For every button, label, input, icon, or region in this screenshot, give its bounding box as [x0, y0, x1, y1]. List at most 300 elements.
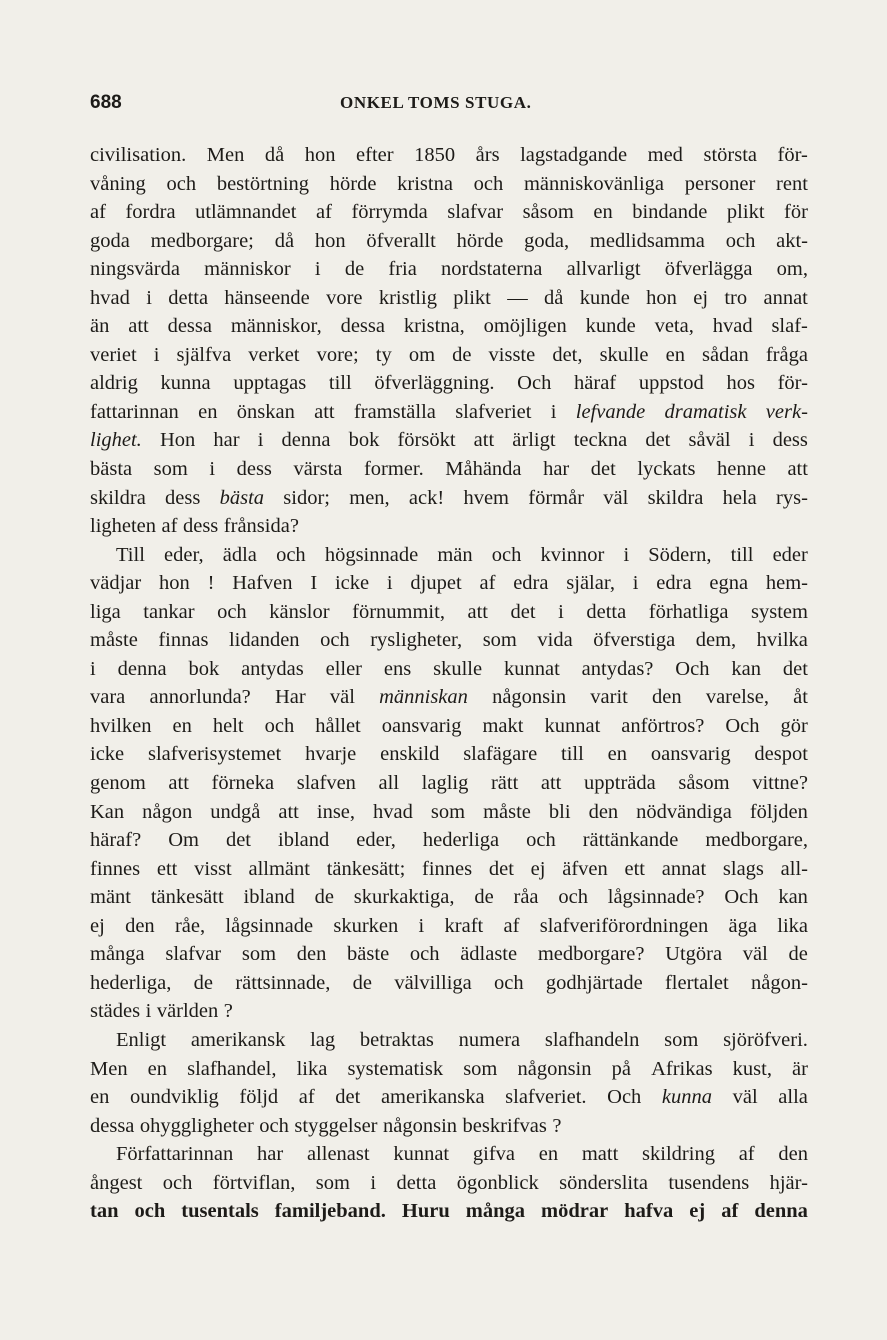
word: våning [90, 172, 146, 195]
word: en [665, 343, 685, 366]
text-line [90, 1112, 808, 1141]
word: och [162, 1171, 193, 1194]
word: tänkesätt [150, 886, 224, 909]
word: varit [590, 686, 628, 709]
word: af [161, 515, 178, 538]
word: såsom [522, 201, 574, 224]
word: hänseende [224, 286, 310, 309]
word: som [482, 629, 517, 652]
word: den [778, 1143, 808, 1166]
word: ibland [278, 829, 330, 852]
word: verket [248, 343, 300, 366]
word: i [418, 914, 425, 937]
word: ångest [90, 1171, 143, 1194]
word: har [543, 458, 570, 481]
word: Författarinnan [116, 1143, 234, 1166]
word: kust, [732, 1057, 772, 1080]
word: djupet [410, 572, 462, 595]
word: civilisation. [90, 144, 187, 166]
word: slafhandel, [187, 1057, 277, 1080]
text-line [90, 255, 808, 284]
word: väl [732, 1086, 758, 1109]
text-line [90, 798, 808, 827]
word: kunnat [544, 714, 601, 737]
word: af [721, 1200, 739, 1223]
word: detta [396, 1171, 437, 1194]
word: en [593, 201, 613, 224]
word: ? [552, 1114, 562, 1137]
word: bästa [90, 458, 133, 481]
word: dess [236, 458, 272, 481]
word: oansvarig [381, 714, 462, 737]
word: slafvar [165, 943, 222, 966]
word: hvilka [756, 629, 808, 652]
word: och [259, 1114, 289, 1137]
word: tankar [143, 600, 195, 623]
word: ej [689, 1200, 706, 1223]
word: rättänkande [582, 829, 679, 852]
word: att [168, 772, 189, 795]
word: bok [188, 657, 220, 680]
word: vädjar [90, 572, 142, 595]
word: kraft [444, 914, 484, 937]
word: medborgare, [705, 829, 808, 852]
word: icke [90, 743, 125, 766]
word: den [125, 914, 155, 937]
word: såväl [688, 429, 731, 452]
word: hos [726, 372, 755, 395]
word: gör [780, 714, 808, 737]
word: veta, [654, 315, 694, 338]
text-line [90, 541, 808, 570]
word: goda [90, 229, 130, 252]
word: henne [716, 458, 766, 481]
word: nödvändiga [636, 800, 732, 823]
word: och [558, 886, 588, 909]
word: medborgare? [537, 943, 645, 966]
word: kvinnor [540, 543, 605, 566]
word: dess [772, 429, 808, 452]
word: edra [656, 572, 692, 595]
word: Hon [159, 429, 196, 452]
text-line [90, 198, 808, 227]
word: hörde [329, 172, 377, 195]
word: hvad [90, 286, 130, 309]
text-line [90, 484, 808, 513]
word: då [544, 286, 564, 309]
word: genom [90, 772, 146, 795]
word: Kan [90, 800, 125, 823]
word: i [314, 258, 321, 281]
word: och [725, 229, 756, 252]
word: Och [675, 657, 710, 680]
word: all [378, 772, 400, 795]
word: i [550, 400, 557, 423]
word: flertalet [664, 971, 729, 994]
word: i [257, 429, 264, 452]
word: annat [763, 286, 808, 309]
word: och [166, 172, 197, 195]
word: veriet [90, 343, 137, 366]
word: tro [724, 286, 748, 309]
word: makt [482, 714, 524, 737]
word: Utgöra [665, 943, 723, 966]
word: eller [325, 657, 363, 680]
word: för- [777, 144, 808, 166]
word: ohyggligheter [139, 1114, 254, 1137]
word: i [386, 572, 393, 595]
word: denna [117, 657, 167, 680]
word: slafveriet. [505, 1086, 587, 1109]
text-line [90, 940, 808, 969]
word: ? [223, 1000, 233, 1023]
word: hafva [624, 1200, 674, 1223]
word: kunde [585, 315, 636, 338]
word: lidanden [228, 629, 300, 652]
word: fråga [765, 343, 808, 366]
word: kristna, [403, 315, 465, 338]
text-line [90, 455, 808, 484]
word: slafveriförordningen [539, 914, 709, 937]
word: människan [379, 686, 468, 709]
word: lyckats [637, 458, 696, 481]
word: lefvande [575, 400, 646, 423]
word: laglig [421, 772, 469, 795]
word: det [645, 429, 671, 452]
word: och [526, 829, 556, 852]
word: helt [212, 714, 244, 737]
word: i [623, 543, 630, 566]
word: slafhandeln [544, 1028, 640, 1051]
word: af [503, 914, 520, 937]
word: anförtros? [621, 714, 705, 737]
word: de [788, 943, 808, 966]
word: det [510, 600, 536, 623]
word: ens [383, 657, 412, 680]
word: dessa [90, 1114, 135, 1137]
word: och [217, 600, 247, 623]
word: akt- [776, 229, 808, 252]
word: som [430, 800, 466, 823]
word: hem- [765, 572, 808, 595]
word: Och [517, 372, 552, 395]
word: förneka [211, 772, 275, 795]
word: skildring [642, 1143, 715, 1166]
word: gifva [472, 1143, 515, 1166]
word: om, [776, 258, 808, 281]
word: det [590, 458, 616, 481]
word: som [664, 1028, 699, 1051]
word: Men [206, 144, 245, 166]
word: är [792, 1057, 808, 1080]
word: efter [356, 144, 394, 166]
word: Och [724, 886, 759, 909]
word: äga [728, 914, 757, 937]
word: rätt [490, 772, 519, 795]
word: Till [116, 543, 145, 566]
text-line [90, 341, 808, 370]
word: ibland [243, 886, 295, 909]
word: största [703, 144, 757, 166]
word: Har [274, 686, 306, 709]
word: kristlig [378, 286, 437, 309]
word: oundviklig [129, 1086, 219, 1109]
word: de [344, 258, 365, 281]
word: skulle [433, 657, 483, 680]
word: mödrar [541, 1200, 609, 1223]
word: den [652, 686, 682, 709]
word: att [540, 772, 562, 795]
word: att [473, 429, 495, 452]
word: plikt [453, 286, 491, 309]
word: ädlaste [460, 943, 518, 966]
word: väl [329, 686, 355, 709]
word: måste [90, 629, 138, 652]
word: mänt [90, 886, 131, 909]
word: då [274, 229, 295, 252]
word: själar, [566, 572, 615, 595]
word: hon [304, 144, 336, 166]
word: ett [156, 857, 178, 880]
word: en [198, 400, 218, 423]
word: fordra [125, 201, 176, 224]
word: själfva [176, 343, 232, 366]
word: bli [548, 800, 571, 823]
word: års [475, 144, 500, 166]
word: amerikanska [380, 1086, 485, 1109]
word: en [147, 1057, 168, 1080]
word: lagstadgande [520, 144, 628, 166]
word: dem, [695, 629, 737, 652]
text-line [90, 1140, 808, 1169]
word: lika [296, 1057, 328, 1080]
word: kan [731, 657, 761, 680]
word: ack! [408, 486, 445, 509]
word: öfverallt [366, 229, 436, 252]
text-line [90, 598, 808, 627]
word: väl [742, 943, 768, 966]
word: finnes [422, 857, 473, 880]
word: detta [168, 286, 209, 309]
word: på [611, 1057, 631, 1080]
word: välvilliga [394, 971, 472, 994]
word: — [507, 286, 528, 309]
text-line [90, 912, 808, 941]
word: som [153, 458, 188, 481]
word: visst [194, 857, 232, 880]
word: och [494, 971, 524, 994]
word: häraf [574, 372, 617, 395]
word: någon- [750, 971, 808, 994]
word: sådan [702, 343, 749, 366]
word: hederliga, [90, 971, 172, 994]
word: hjär- [769, 1171, 808, 1194]
word: dramatisk [664, 400, 747, 423]
word: all- [780, 857, 808, 880]
word: verk- [765, 400, 808, 423]
word: medlidsamma [589, 229, 705, 252]
word: många [465, 1200, 526, 1223]
word: styggelser [294, 1114, 378, 1137]
word: ej [530, 857, 546, 880]
word: som [315, 1171, 350, 1194]
word: att [278, 800, 299, 823]
word: egna [709, 572, 749, 595]
word: tan [90, 1200, 119, 1223]
word: försökt [397, 429, 456, 452]
word: slafveriet [455, 400, 532, 423]
word: I [310, 572, 318, 595]
word: kunna [661, 1086, 713, 1109]
word: tusentals [181, 1200, 259, 1223]
word: i [558, 600, 564, 623]
word: i [153, 343, 160, 366]
word: öfverläggning. [374, 372, 495, 395]
word: såsom [678, 772, 730, 795]
word: teckna [573, 429, 628, 452]
word: att [314, 400, 335, 423]
word: åt [793, 686, 808, 709]
word: personer [684, 172, 756, 195]
text-line [90, 626, 808, 655]
word: eder, [164, 543, 204, 566]
word: högsinnade [324, 543, 419, 566]
word: lågsinnade [225, 914, 314, 937]
word: människor, [230, 315, 322, 338]
word: i [209, 458, 216, 481]
word: öfverstiga [593, 629, 676, 652]
page-header [90, 92, 808, 122]
word: råa [513, 886, 539, 909]
word: råe, [174, 914, 206, 937]
word: och [276, 543, 306, 566]
word: människovänliga [523, 172, 665, 195]
word: häraf? [90, 829, 142, 852]
text-line [90, 170, 808, 199]
word: frånsida? [223, 515, 299, 538]
word: öfverlägga [664, 258, 753, 281]
word: i [146, 286, 152, 309]
word: att [128, 315, 149, 338]
word: män [437, 543, 473, 566]
word: slafvar [447, 201, 504, 224]
word: uppträda [584, 772, 656, 795]
word: allmänt [248, 857, 310, 880]
word: slafven [296, 772, 356, 795]
word: hvad [712, 315, 753, 338]
word: rys- [776, 486, 808, 509]
text-line [90, 569, 808, 598]
word: goda, [524, 229, 570, 252]
text-line [90, 855, 808, 884]
word: den [588, 800, 619, 823]
word: de [474, 886, 494, 909]
word: amerikansk [190, 1028, 286, 1051]
word: skildra [90, 486, 146, 509]
word: ett [624, 857, 645, 880]
word: förtviflan, [212, 1171, 296, 1194]
word: i [632, 572, 639, 595]
word: matt [581, 1143, 619, 1166]
word: bok [348, 429, 380, 452]
word: den [296, 943, 327, 966]
word: Enligt [116, 1028, 167, 1051]
text-line [90, 712, 808, 741]
word: då [264, 144, 285, 166]
word: fattarinnan [90, 400, 179, 423]
word: denna [754, 1200, 808, 1223]
word: aldrig [90, 372, 138, 395]
word: en [90, 1086, 110, 1109]
word: detta [586, 600, 627, 623]
word: en [607, 743, 628, 766]
text-line [90, 1026, 808, 1055]
word: framställa [353, 400, 436, 423]
word: sjöröfveri. [723, 1028, 808, 1051]
word: i [145, 1000, 152, 1023]
word: godhjärtade [545, 971, 643, 994]
word: systematisk [347, 1057, 444, 1080]
word: nordstaterna [441, 258, 543, 281]
word: annorlunda? [149, 686, 251, 709]
word: förrymda [351, 201, 428, 224]
word: beskrifvas [462, 1114, 547, 1137]
text-line [90, 426, 808, 455]
word: af [315, 201, 332, 224]
word: enskild [380, 743, 440, 766]
word: hon [646, 286, 677, 309]
word: liga [90, 600, 121, 623]
word: bäste [347, 943, 390, 966]
text-line [90, 141, 808, 170]
word: någonsin [517, 1057, 592, 1080]
word: tänkesätt; [326, 857, 406, 880]
word: Och [725, 714, 760, 737]
word: de [452, 343, 472, 366]
text-line [90, 826, 808, 855]
word: hvad [373, 800, 413, 823]
text-line [90, 398, 808, 427]
text-line [90, 655, 808, 684]
word: de [314, 886, 334, 909]
word: slags [722, 857, 764, 880]
word: kunde [579, 286, 630, 309]
word: förmår [528, 486, 585, 509]
word: i [370, 1171, 377, 1194]
word: hon [159, 572, 190, 595]
running-title: ONKEL TOMS STUGA. [340, 93, 532, 112]
word: af [90, 201, 106, 224]
word: familjeband. [274, 1200, 386, 1223]
word: de [352, 971, 373, 994]
word: vittne? [752, 772, 808, 795]
word: icke [334, 572, 370, 595]
word: skildra [647, 486, 704, 509]
word: former. [363, 458, 424, 481]
word: kristna [397, 172, 453, 195]
word: skulle [599, 343, 649, 366]
word: denna [281, 429, 331, 452]
word: äfven [562, 857, 608, 880]
word: Hafven [232, 572, 293, 595]
word: skurken [333, 914, 399, 937]
word: bindande [632, 201, 708, 224]
word: önskan [236, 400, 295, 423]
word: af [298, 1086, 315, 1109]
word: medborgare; [150, 229, 254, 252]
word: alla [778, 1086, 808, 1109]
word: slafverisystemet [148, 743, 282, 766]
